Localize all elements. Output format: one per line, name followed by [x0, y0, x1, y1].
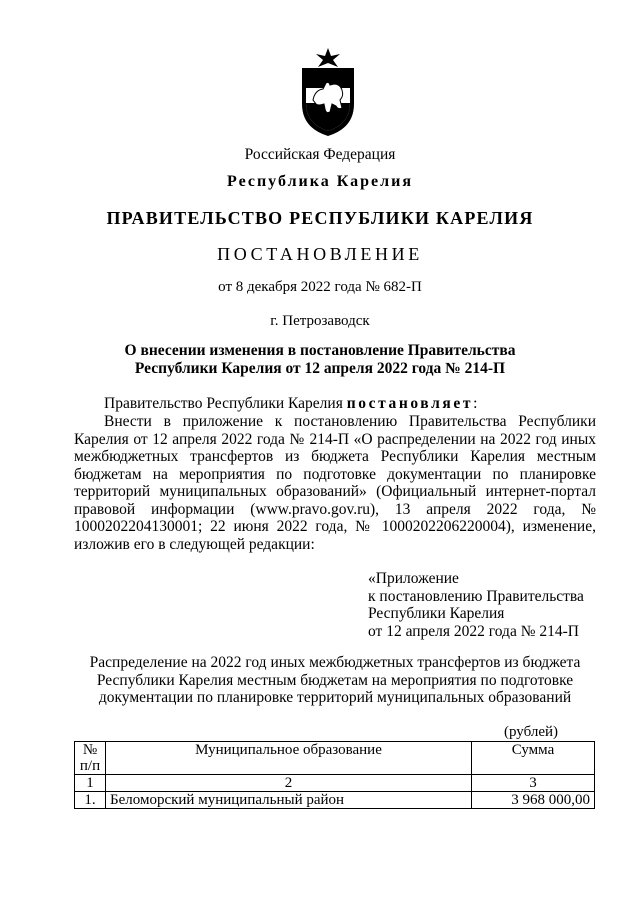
government-title: ПРАВИТЕЛЬСТВО РЕСПУБЛИКИ КАРЕЛИЯ	[106, 208, 534, 228]
coat-of-arms-icon	[296, 48, 360, 136]
document-type: ПОСТАНОВЛЕНИЕ	[217, 244, 423, 264]
resolution-prefix: Правительство Республики Карелия	[104, 395, 347, 412]
document-subject	[0, 342, 640, 378]
header-amount: Сумма	[472, 742, 595, 775]
index-cell-1: 1	[75, 775, 106, 792]
index-cell-2: 2	[106, 775, 472, 792]
index-cell-3: 3	[472, 775, 595, 792]
header-number-line-1: №	[82, 742, 98, 758]
country-name: Российская Федерация	[244, 146, 396, 163]
distribution-line-1: Распределение на 2022 год иных межбюджетных трансфертов из бюджета	[89, 654, 581, 671]
row-amount: 3 968 000,00	[472, 792, 595, 809]
table-header-row	[75, 742, 595, 775]
distribution-title	[74, 654, 596, 707]
distribution-table	[74, 741, 595, 809]
resolution-verb: постановляет	[346, 395, 474, 412]
resolution-suffix: :	[473, 395, 478, 412]
republic-name: Республика Карелия	[227, 173, 413, 190]
appendix-heading	[368, 570, 584, 640]
document-city: г. Петрозаводск	[270, 313, 370, 329]
appendix-line-2: к постановлению Правительства	[368, 587, 584, 605]
resolution-paragraph	[74, 395, 596, 413]
table-units: (рублей)	[504, 724, 559, 740]
subject-line-2: Республики Карелия от 12 апреля 2022 года № 214-П	[134, 360, 506, 377]
header-number-line-2: п/п	[79, 758, 101, 774]
row-entity: Беломорский муниципальный район	[106, 792, 472, 809]
distribution-line-3: документации по планировке территорий муниципальных образований	[98, 689, 572, 706]
table-row	[75, 792, 595, 809]
header-entity: Муниципальное образование	[106, 742, 472, 775]
row-number: 1.	[75, 792, 106, 809]
appendix-line-3: Республики Карелия	[368, 605, 505, 622]
appendix-line-1: «Приложение	[368, 570, 459, 587]
table-index-row	[75, 775, 595, 792]
subject-line-1: О внесении изменения в постановление Правительства	[124, 342, 516, 359]
amendment-paragraph: Внести в приложение к постановлению Правительства Республики Карелия от 12 апреля 2022 года № 214-П «О распределении на 2022 год иных межбюджетных трансфертов из бюджета Республики Карелия местным бюджетам на мероприятия по подготовке документации по планировке территорий муниципальных образований» (Официальный интернет-портал правовой информации (www.pravo.gov.ru), 13 апреля 2022 года, № 1000202204130001; 22 июня 2022 года, № 1000202206220004), изменение, изложив его в следующей редакции:	[74, 413, 596, 553]
appendix-line-4: от 12 апреля 2022 года № 214-П	[368, 622, 579, 640]
distribution-line-2: Республики Карелия местным бюджетам на мероприятия по подготовке	[96, 671, 574, 689]
header-number	[75, 742, 106, 775]
document-date-number: от 8 декабря 2022 года № 682-П	[218, 279, 422, 295]
